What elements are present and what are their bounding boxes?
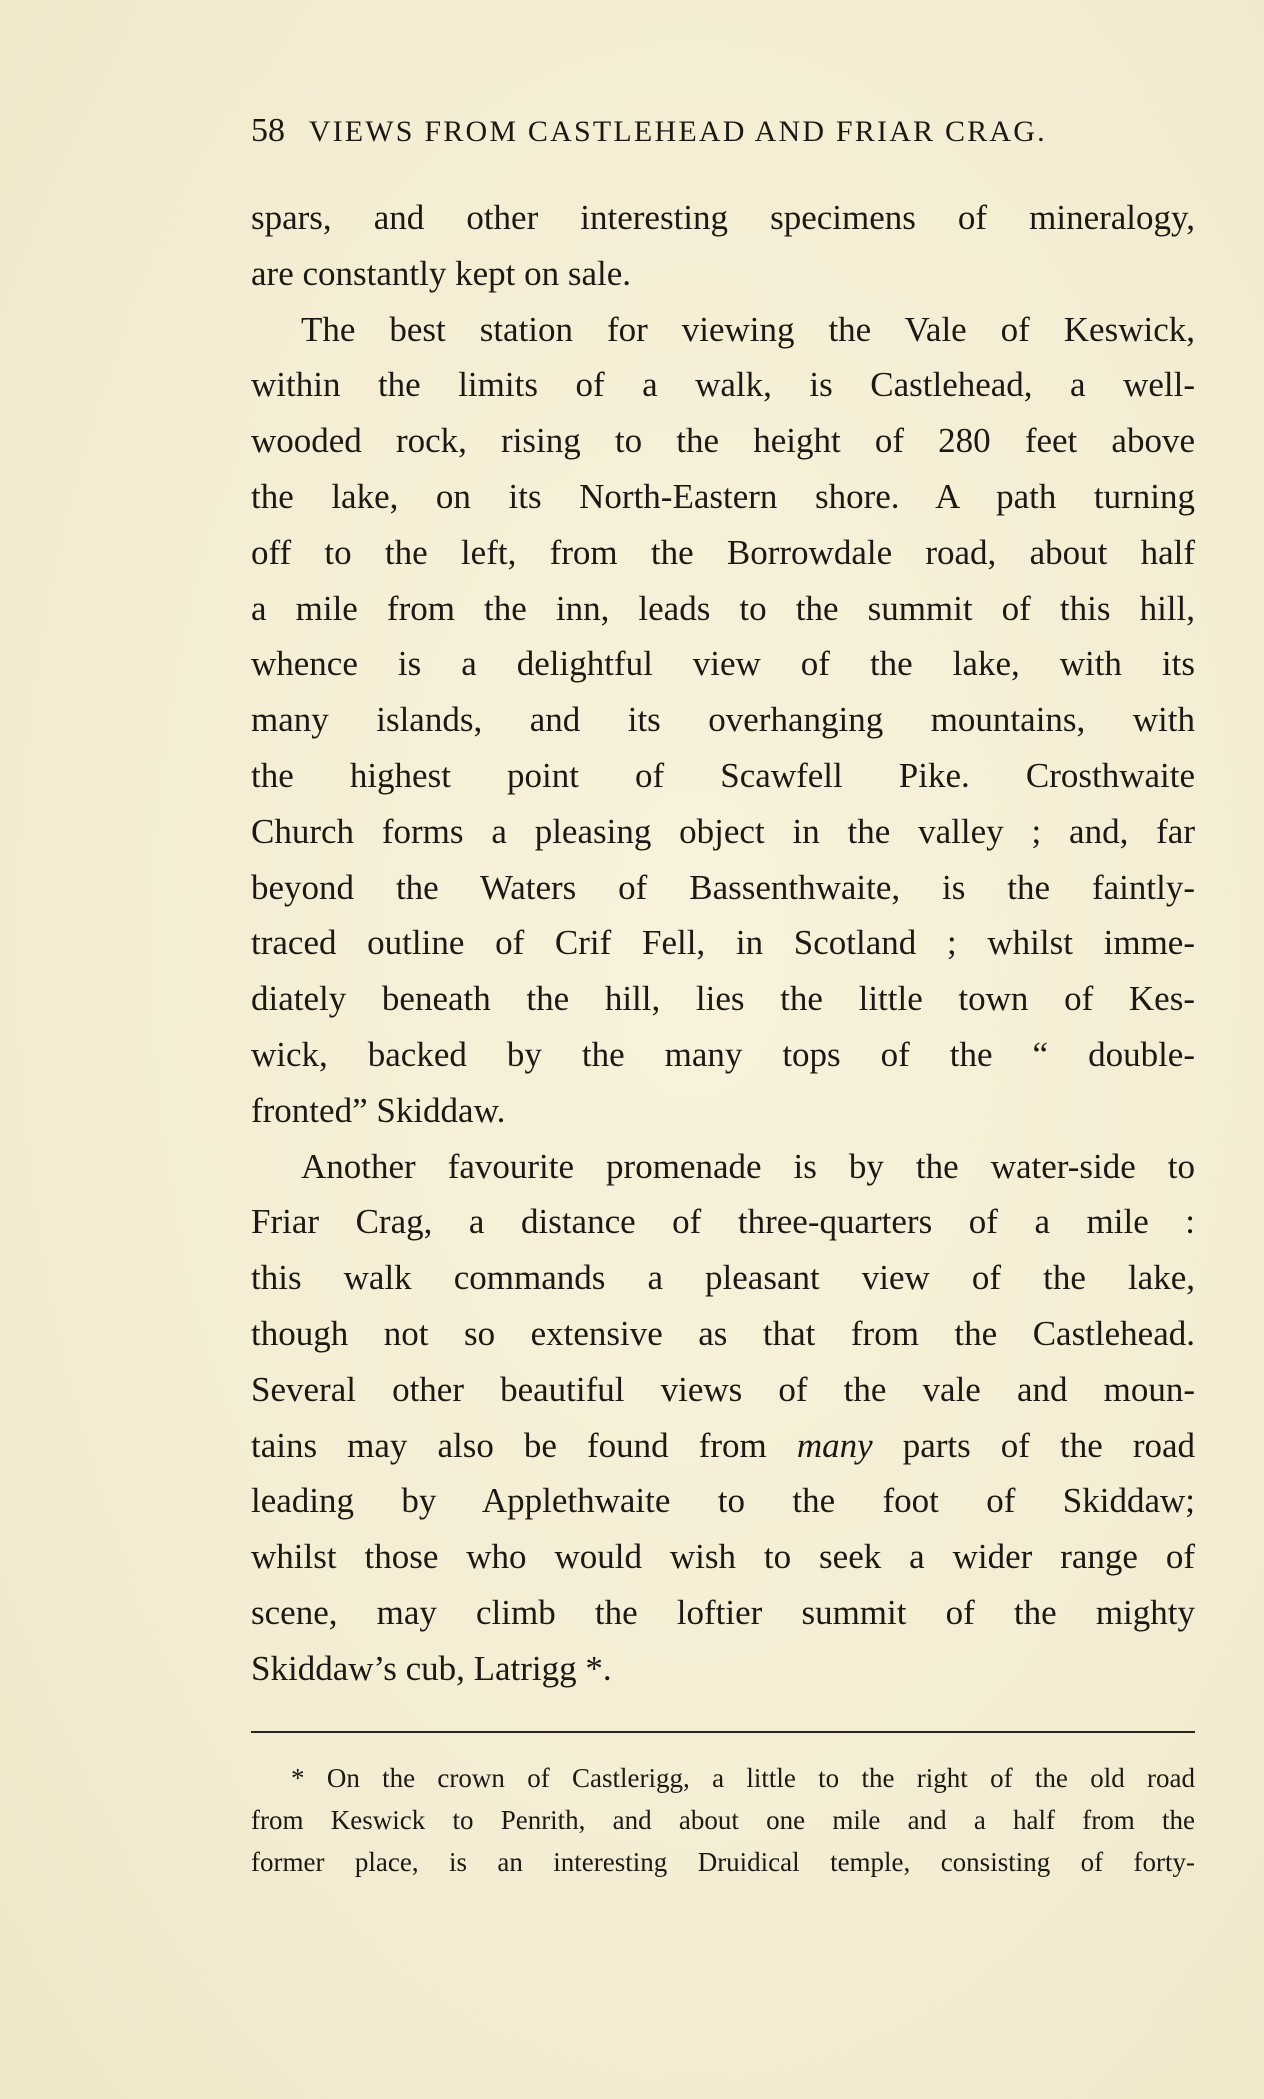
text-line: traced outline of Crif Fell, in Scotland ; whilst imme- <box>251 923 1195 963</box>
text-line <box>251 1418 1195 1474</box>
text-line: the highest point of Scawfell Pike. Crosthwaite <box>251 755 1195 795</box>
text-line: are constantly kept on sale. <box>251 253 632 293</box>
footnote-rule <box>251 1731 1195 1733</box>
page-number: 58 <box>251 112 285 149</box>
running-title: VIEWS FROM CASTLEHEAD AND FRIAR CRAG. <box>308 115 1047 148</box>
text-line: Several other beautiful views of the vale and moun- <box>251 1369 1195 1409</box>
text-line: within the limits of a walk, is Castlehead, a well- <box>251 365 1195 405</box>
text-line: Friar Crag, a distance of three-quarters of a mile : <box>251 1202 1195 1242</box>
text-line: Skiddaw’s cub, Latrigg *. <box>251 1648 612 1688</box>
text-line: Church forms a pleasing object in the valley ; and, far <box>251 811 1195 851</box>
footnote-line: * On the crown of Castlerigg, a little to the right of the old road <box>291 1763 1195 1793</box>
text-line: Another favourite promenade is by the water-side to <box>301 1146 1195 1186</box>
text-line: off to the left, from the Borrowdale road, about half <box>251 532 1195 572</box>
text-line: fronted” Skiddaw. <box>251 1090 506 1130</box>
text-line: The best station for viewing the Vale of Keswick, <box>301 309 1195 349</box>
text-line: whilst those who would wish to seek a wider range of <box>251 1537 1195 1577</box>
text-line: a mile from the inn, leads to the summit of this hill, <box>251 588 1195 628</box>
text-segment: parts of the road <box>902 1425 1196 1465</box>
text-segment: tains may also be found from <box>251 1425 767 1465</box>
text-line: diately beneath the hill, lies the little town of Kes- <box>251 979 1195 1019</box>
italic-emphasis: many <box>796 1425 873 1465</box>
text-line: many islands, and its overhanging mountains, with <box>251 700 1195 740</box>
running-header <box>251 112 1195 168</box>
text-line: spars, and other interesting specimens of mineralogy, <box>251 198 1195 237</box>
text-line: whence is a delightful view of the lake, with its <box>251 644 1195 684</box>
footnote-line: former place, is an interesting Druidical temple, consisting of forty- <box>251 1847 1195 1877</box>
text-line: though not so extensive as that from the Castlehead. <box>251 1313 1195 1353</box>
text-line: beyond the Waters of Bassenthwaite, is the faintly- <box>251 867 1195 907</box>
text-line: scene, may climb the loftier summit of the mighty <box>251 1592 1195 1632</box>
text-line: wick, backed by the many tops of the “ double- <box>251 1034 1195 1074</box>
footnote-line: from Keswick to Penrith, and about one mile and a half from the <box>251 1805 1195 1835</box>
main-text <box>251 190 1195 1697</box>
footnote <box>251 1757 1195 1883</box>
text-line: this walk commands a pleasant view of the lake, <box>251 1258 1195 1298</box>
text-line: leading by Applethwaite to the foot of Skiddaw; <box>251 1481 1195 1521</box>
text-line: the lake, on its North-Eastern shore. A path turning <box>251 476 1195 516</box>
text-line: wooded rock, rising to the height of 280 feet above <box>251 421 1195 461</box>
